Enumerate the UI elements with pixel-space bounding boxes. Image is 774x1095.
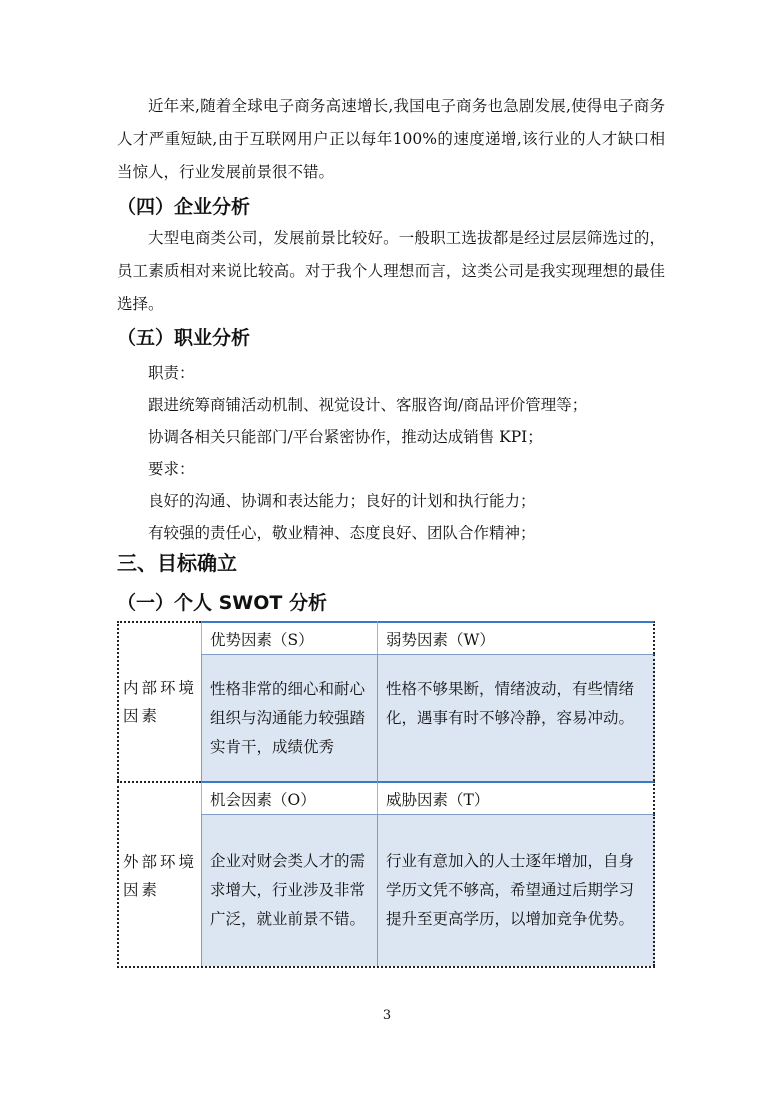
requirements-label: 要求： — [148, 460, 195, 478]
threats-header: 威胁因素（T） — [377, 781, 655, 814]
internal-factors-label: 内部环境因素 — [117, 621, 201, 781]
heading-company-analysis: （四）企业分析 — [117, 196, 251, 218]
swot-table — [117, 621, 655, 968]
heading-career-analysis: （五）职业分析 — [117, 327, 251, 349]
intro-paragraph: 近年来,随着全球电子商务高速增长,我国电子商务也急剧发展,使得电子商务人才严重短缺,由于互联网用户正以每年100%的速度递增,该行业的人才缺口相当惊人，行业发展前景很不错。 — [117, 97, 665, 181]
duty-item-1: 跟进统筹商铺活动机制、视觉设计、客服咨询/商品评价管理等； — [148, 396, 588, 414]
heading-goal-setting: 三、目标确立 — [117, 551, 237, 575]
duties-label: 职责： — [148, 364, 195, 382]
table-bottom-border — [117, 966, 655, 968]
requirement-item-1: 良好的沟通、协调和表达能力；良好的计划和执行能力； — [148, 492, 536, 510]
duty-item-2: 协调各相关只能部门/平台紧密协作，推动达成销售 KPI； — [148, 428, 543, 446]
strengths-header: 优势因素（S） — [201, 621, 377, 654]
opportunities-header: 机会因素（O） — [201, 781, 377, 814]
company-paragraph: 大型电商类公司，发展前景比较好。一般职工选拔都是经过层层筛选过的，员工素质相对来说比较高。对于我个人理想而言，这类公司是我实现理想的最佳选择。 — [117, 229, 665, 313]
weaknesses-header: 弱势因素（W） — [377, 621, 655, 654]
strengths-cell: 性格非常的细心和耐心组织与沟通能力较强踏实肯干，成绩优秀 — [201, 654, 377, 781]
page-number: 3 — [382, 1008, 392, 1023]
external-factors-label: 外部环境因素 — [117, 781, 201, 968]
weaknesses-cell: 性格不够果断，情绪波动，有些情绪化，遇事有时不够冷静，容易冲动。 — [377, 654, 655, 781]
heading-swot: （一）个人 SWOT 分析 — [117, 592, 327, 614]
threats-cell: 行业有意加入的人士逐年增加，自身学历文凭不够高，希望通过后期学习提升至更高学历，以增加竞争优势。 — [377, 814, 655, 966]
opportunities-cell: 企业对财会类人才的需求增大，行业涉及非常广泛，就业前景不错。 — [201, 814, 377, 966]
requirement-item-2: 有较强的责任心，敬业精神、态度良好、团队合作精神； — [148, 524, 536, 542]
